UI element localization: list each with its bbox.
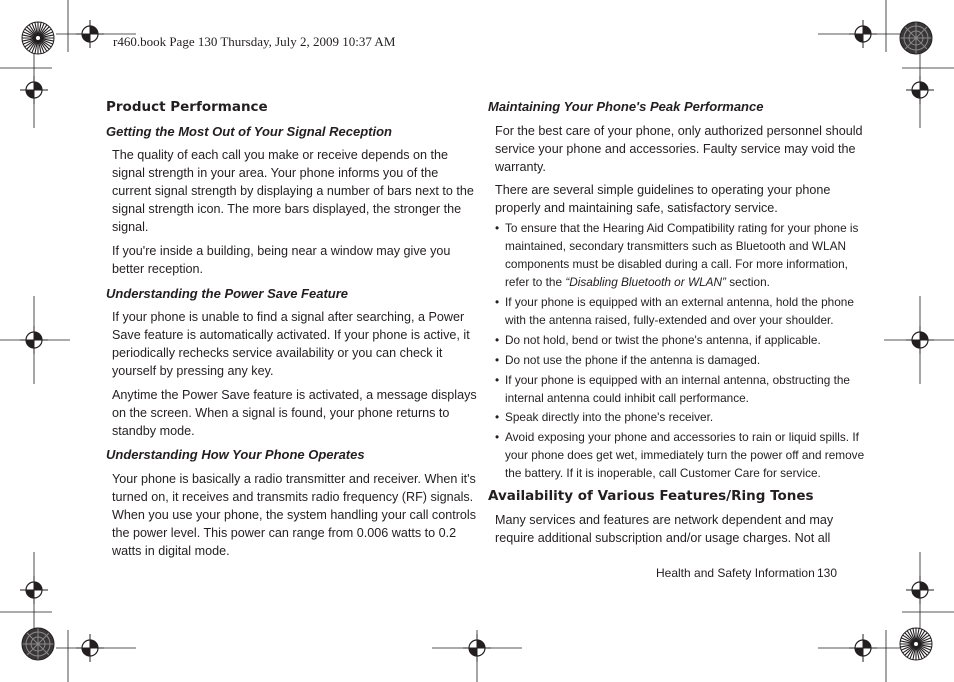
- bullet: •: [495, 353, 500, 367]
- paragraph-availability: Many services and features are network dependent and may require additional subscription and/or usage charges. Not all: [495, 513, 834, 545]
- bullet: •: [495, 333, 500, 347]
- list-item-speak-directly: • Speak directly into the phone's receiver.: [495, 410, 714, 424]
- subheading-phone-operates: Understanding How Your Phone Operates: [106, 447, 365, 462]
- list-item-do-not-bend: • Do not hold, bend or twist the phone's antenna, if applicable.: [495, 333, 821, 347]
- footer-section-title: Health and Safety Information: [656, 566, 815, 580]
- paragraph-signal-quality: The quality of each call you make or receive depends on the signal strength in your area. Your phone informs you of the current signal strength by displaying a number of bars next to the signal strength icon. The more bars displayed, the stronger the signal.: [112, 148, 474, 234]
- paragraph-authorized-service: For the best care of your phone, only authorized personnel should service your phone and accessories. Faulty service may void the warranty.: [495, 124, 863, 174]
- heading-product-performance: Product Performance: [106, 99, 268, 115]
- bullet: •: [495, 373, 500, 387]
- bullet: •: [495, 410, 500, 424]
- list-item-external-antenna: • If your phone is equipped with an external antenna, hold the phone with the antenna raised, fully-extended and over your shoulder.: [495, 295, 854, 327]
- list-item-damaged-antenna: • Do not use the phone if the antenna is damaged.: [495, 353, 761, 367]
- bullet: •: [495, 430, 500, 444]
- paragraph-building-reception: If you're inside a building, being near a window may give you better reception.: [112, 244, 451, 276]
- list-item-hearing-aid: • To ensure that the Hearing Aid Compatibility rating for your phone is maintained, secondary transmitters such as Bluetooth and WLAN components must be disabled during a call. For more information, refer to the “Disabling Bluetooth or WLAN” section.: [495, 221, 859, 289]
- list-item-avoid-liquids: • Avoid exposing your phone and accessories to rain or liquid spills. If your phone does get wet, immediately turn the power off and remove the battery. If it is inoperable, call Customer Care for service.: [495, 430, 865, 480]
- paragraph-power-save-1: If your phone is unable to find a signal after searching, a Power Save feature is automatically activated. If your phone is active, it periodically rechecks service availability or you can check it yourself by pressing any key.: [112, 310, 470, 378]
- paragraph-power-save-2: Anytime the Power Save feature is activated, a message displays on the screen. When a signal is found, your phone returns to standby mode.: [112, 388, 477, 438]
- subheading-signal-reception: Getting the Most Out of Your Signal Reception: [106, 124, 392, 139]
- slug-line: r460.book Page 130 Thursday, July 2, 2009 10:37 AM: [113, 34, 396, 49]
- paragraph-phone-operates: Your phone is basically a radio transmitter and receiver. When it's turned on, it receives and transmits radio frequency (RF) signals. When you use your phone, the system handling your call controls the power level. This power can range from 0.006 watts to 0.2 watts in digital mode.: [112, 472, 477, 558]
- paragraph-guidelines: There are several simple guidelines to operating your phone properly and maintaining safe, satisfactory service.: [495, 183, 831, 215]
- cross-reference-link: “Disabling Bluetooth or WLAN”: [565, 275, 726, 289]
- list-item-internal-antenna: • If your phone is equipped with an internal antenna, obstructing the internal antenna could inhibit call performance.: [495, 373, 850, 405]
- subheading-power-save: Understanding the Power Save Feature: [106, 286, 349, 301]
- page-number: 130: [817, 566, 838, 580]
- heading-availability: Availability of Various Features/Ring Tones: [488, 488, 814, 504]
- bullet: •: [495, 295, 500, 309]
- subheading-peak-performance: Maintaining Your Phone's Peak Performance: [488, 99, 764, 114]
- bullet: •: [495, 221, 500, 235]
